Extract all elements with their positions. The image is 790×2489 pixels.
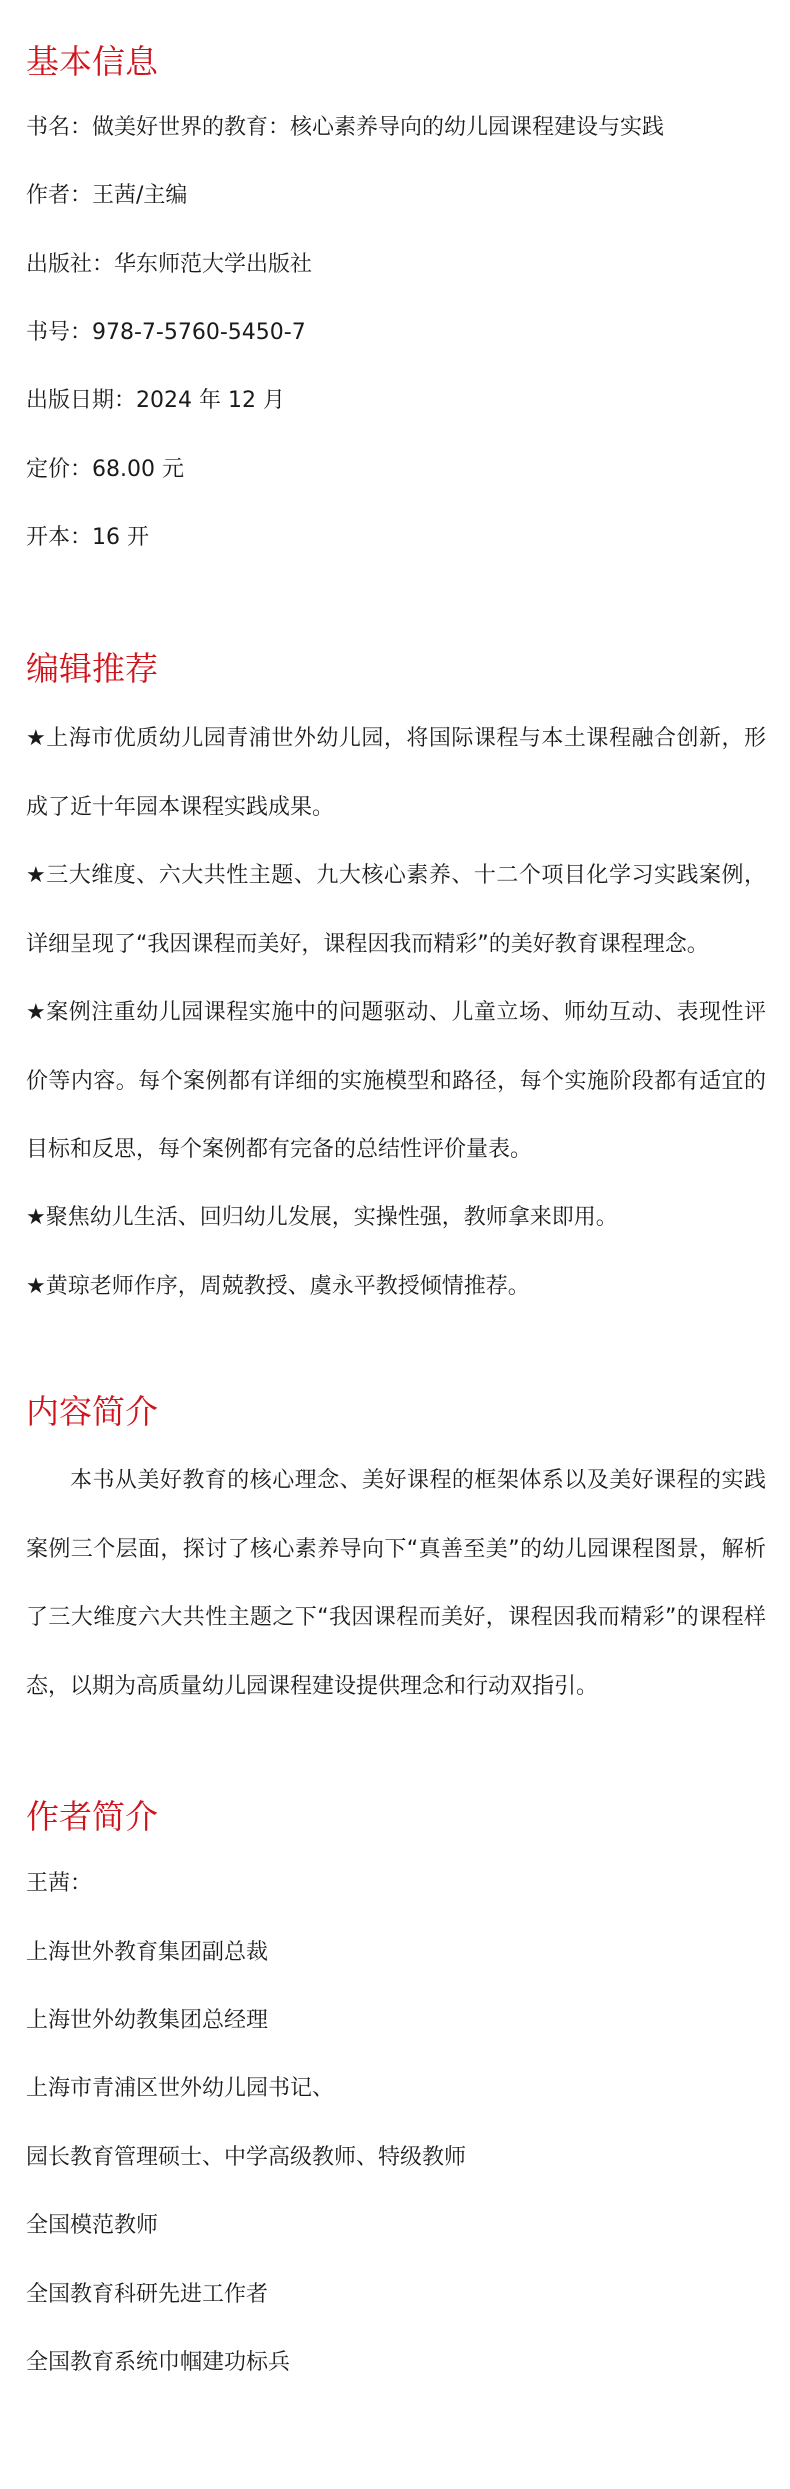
author-intro-line: 上海市青浦区世外幼儿园书记、 [26,2076,335,2101]
recommendation-item: ★黄琼老师作序，周兢教授、虞永平教授倾情推荐。 [26,1274,530,1299]
author-line: 作者：王茜/主编 [26,183,188,208]
format-line: 开本：16 开 [26,525,149,550]
section-title-editor-recommendation: 编辑推荐 [26,649,158,688]
section-title-content-summary: 内容简介 [26,1392,158,1431]
recommendation-item: ★案例注重幼儿园课程实施中的问题驱动、儿童立场、师幼互动、表现性评价等内容。每个案例都有详细的实施模型和路径，每个实施阶段都有适宜的目标和反思，每个案例都有完备的总结性评价量表。 [26,1000,766,1162]
section-title-basic-info: 基本信息 [26,42,158,81]
recommendation-item: ★上海市优质幼儿园青浦世外幼儿园，将国际课程与本土课程融合创新，形成了近十年园本课程实践成果。 [26,726,766,820]
author-intro-line: 园长教育管理硕士、中学高级教师、特级教师 [26,2145,467,2170]
author-intro-line: 全国教育系统巾帼建功标兵 [26,2350,291,2375]
author-intro-line: 全国教育科研先进工作者 [26,2282,269,2307]
price-line: 定价：68.00 元 [26,457,184,482]
book-title-line: 书名：做美好世界的教育：核心素养导向的幼儿园课程建设与实践 [26,115,665,140]
publish-date-line: 出版日期：2024 年 12 月 [26,388,285,413]
recommendation-item: ★三大维度、六大共性主题、九大核心素养、十二个项目化学习实践案例，详细呈现了“我因课程而美好，课程因我而精彩”的美好教育课程理念。 [26,863,766,957]
author-intro-line: 上海世外教育集团副总裁 [26,1940,269,1965]
content-summary-text: 本书从美好教育的核心理念、美好课程的框架体系以及美好课程的实践案例三个层面，探讨了核心素养导向下“真善至美”的幼儿园课程图景，解析了三大维度六大共性主题之下“我因课程而美好，课程因我而精彩”的课程样态，以期为高质量幼儿园课程建设提供理念和行动双指引。 [26,1468,766,1699]
isbn-line: 书号：978-7-5760-5450-7 [26,320,306,345]
publisher-line: 出版社：华东师范大学出版社 [26,252,313,277]
author-name-line: 王茜： [26,1871,93,1896]
section-title-author-intro: 作者简介 [26,1797,158,1836]
author-intro-line: 上海世外幼教集团总经理 [26,2008,269,2033]
author-intro-line: 全国模范教师 [26,2213,159,2238]
recommendation-item: ★聚焦幼儿生活、回归幼儿发展，实操性强，教师拿来即用。 [26,1205,618,1230]
